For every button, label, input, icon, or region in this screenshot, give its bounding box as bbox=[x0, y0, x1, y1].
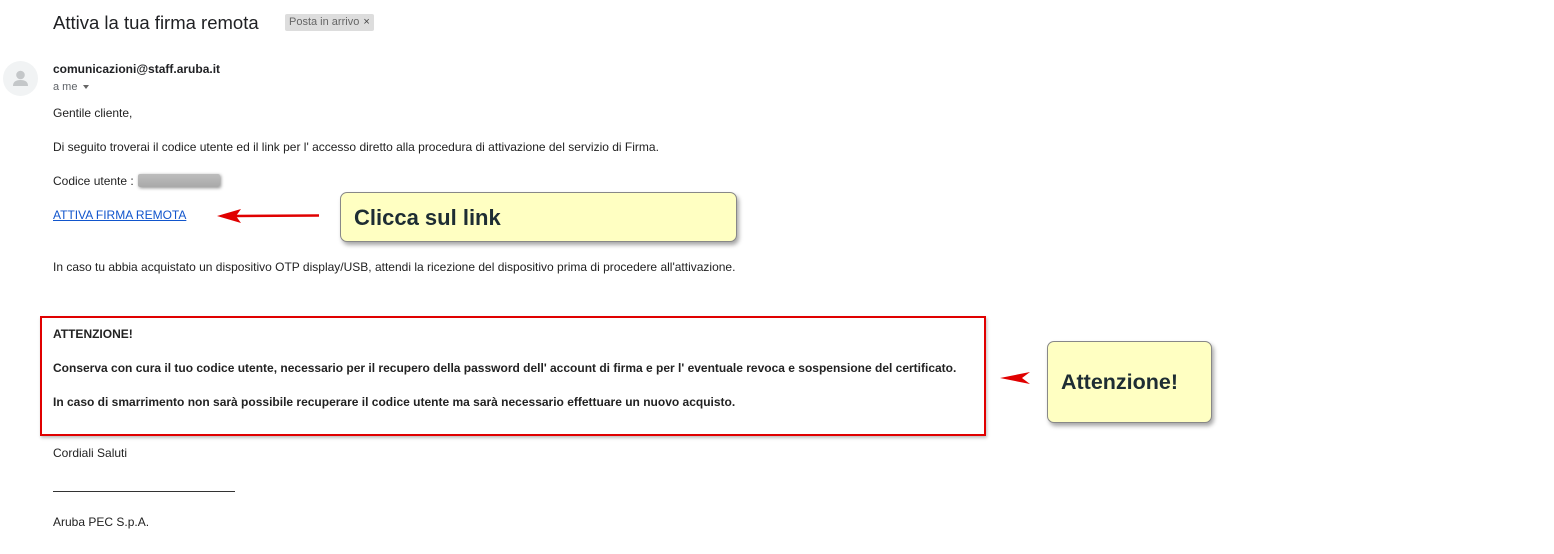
otp-note-text: In caso tu abbia acquistato un dispositivo OTP display/USB, attendi la ricezione del dispositivo prima di procedere all'attivazione. bbox=[53, 260, 736, 274]
user-code-row bbox=[53, 174, 220, 188]
close-icon[interactable]: × bbox=[363, 16, 370, 28]
warning-heading: ATTENZIONE! bbox=[53, 327, 133, 341]
recipient-details-toggle[interactable] bbox=[53, 81, 89, 93]
sender-address[interactable]: comunicazioni@staff.aruba.it bbox=[53, 62, 221, 76]
greeting-text: Gentile cliente, bbox=[53, 106, 133, 120]
arrow-to-link bbox=[215, 206, 321, 226]
warning-highlight-box bbox=[40, 316, 986, 436]
click-link-callout: Clicca sul link bbox=[340, 192, 737, 242]
closing-text: Cordiali Saluti bbox=[53, 446, 128, 460]
recipient-label: a me bbox=[53, 81, 78, 93]
label-name: Posta in arrivo bbox=[289, 16, 360, 28]
warning-text-1: Conserva con cura il tuo codice utente, necessario per il recupero della password dell' account di firma e per l' eventuale revoca e sospensione del certificato. bbox=[53, 361, 957, 375]
email-subject: Attiva la tua firma remota bbox=[53, 12, 259, 33]
warning-callout: Attenzione! bbox=[1047, 341, 1212, 423]
caret-down-icon[interactable] bbox=[83, 85, 89, 89]
redacted-user-code bbox=[138, 174, 220, 187]
user-code-label: Codice utente : bbox=[53, 174, 134, 188]
inbox-label-chip[interactable] bbox=[285, 14, 374, 31]
default-user-avatar-icon[interactable] bbox=[3, 61, 38, 96]
intro-text: Di seguito troverai il codice utente ed il link per l' accesso diretto alla procedura di attivazione del servizio di Firma. bbox=[53, 140, 659, 154]
arrow-to-warning bbox=[998, 369, 1034, 387]
warning-text-2: In caso di smarrimento non sarà possibile recuperare il codice utente ma sarà necessario effettuare un nuovo acquisto. bbox=[53, 395, 736, 409]
signature-divider bbox=[53, 491, 235, 492]
activate-remote-signature-link[interactable]: ATTIVA FIRMA REMOTA bbox=[53, 208, 187, 222]
signature-company: Aruba PEC S.p.A. bbox=[53, 515, 150, 529]
avatar-person-icon bbox=[3, 61, 38, 96]
